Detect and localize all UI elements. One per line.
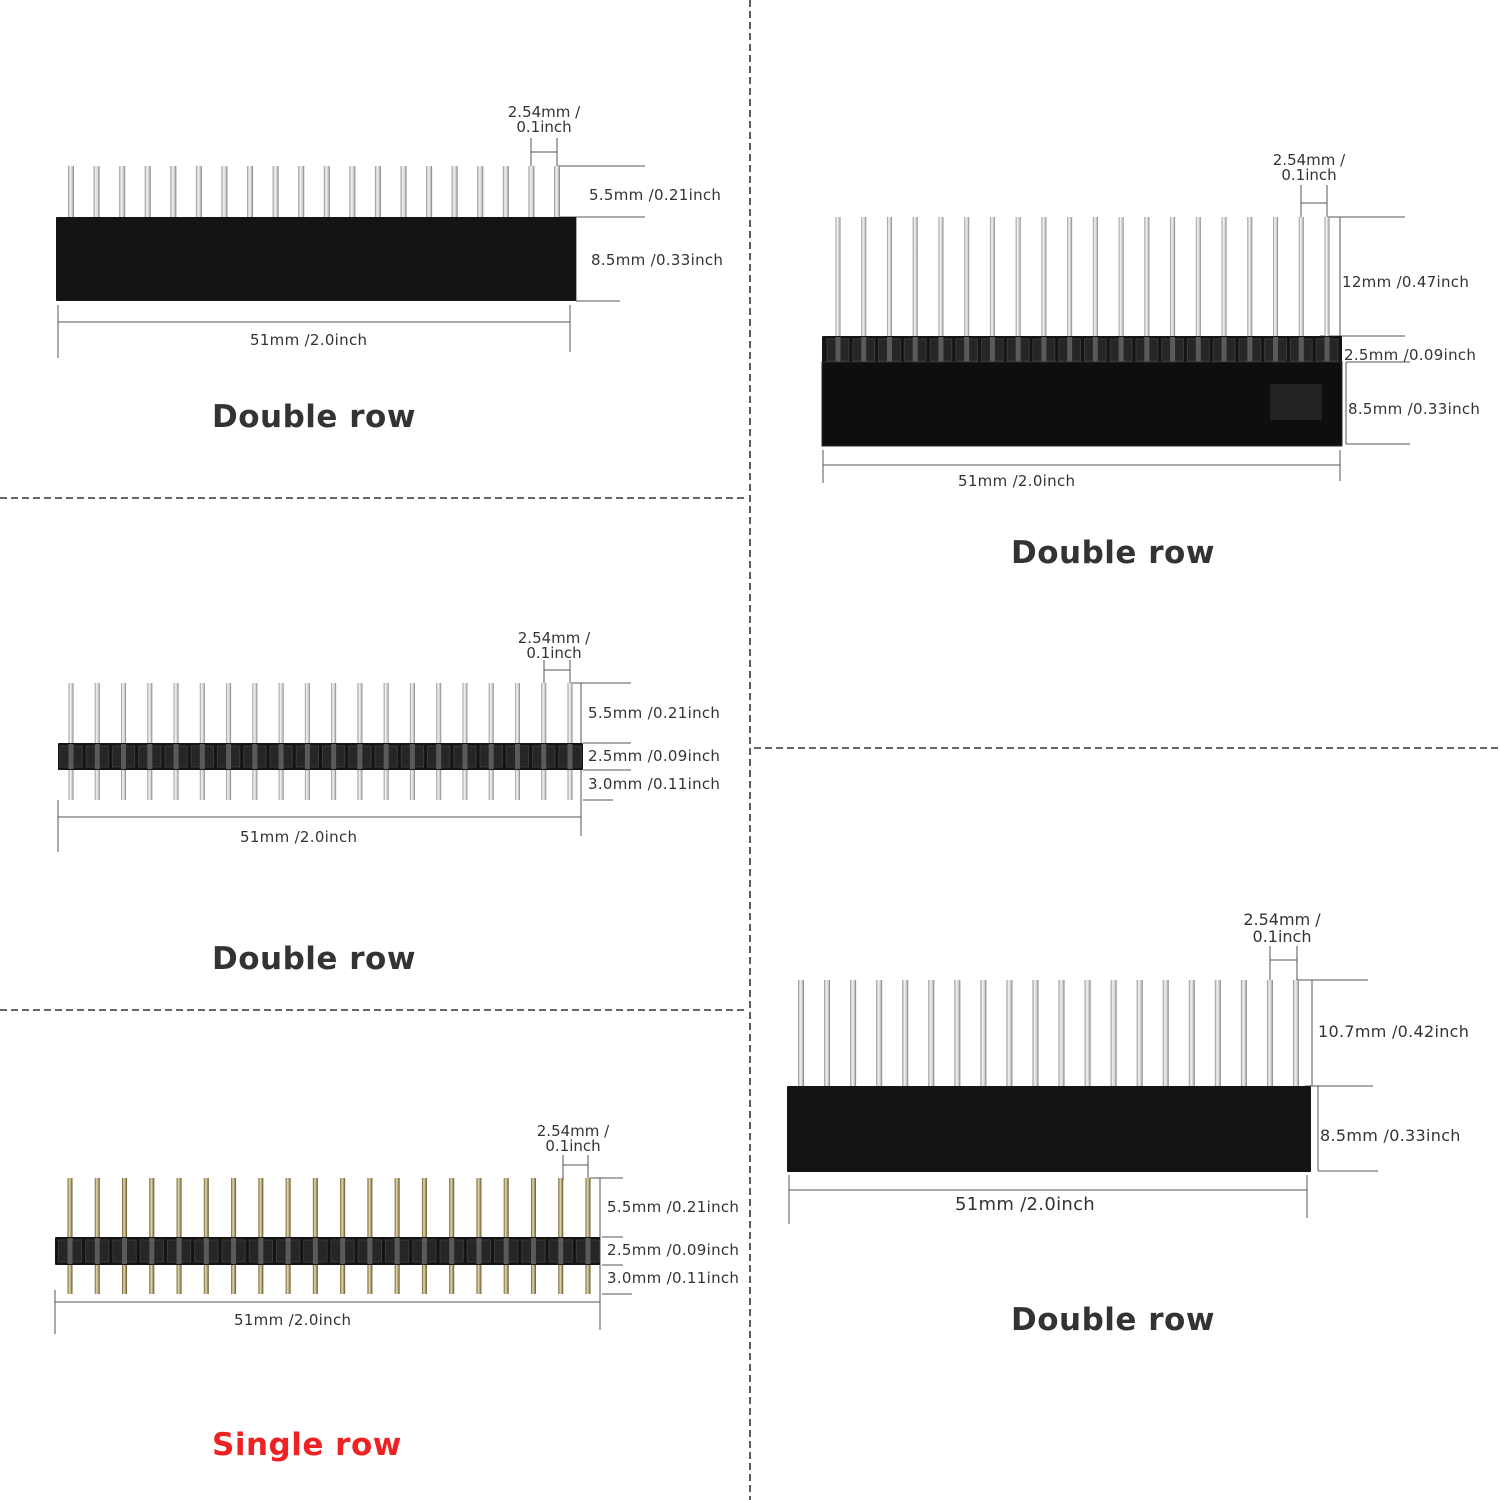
pin [305, 683, 310, 745]
pin [221, 166, 227, 219]
pin-through [1247, 337, 1252, 363]
pin [1016, 217, 1021, 338]
pin-bottom [476, 1263, 481, 1294]
bottom-pin-label: 3.0mm /0.11inch [607, 1269, 740, 1287]
pin [1273, 217, 1278, 338]
pin [554, 166, 560, 219]
pitch-label: 2.54mm / 0.1inch [1243, 910, 1321, 946]
header-body [58, 743, 583, 770]
pin-through [1196, 337, 1201, 363]
pin-through [395, 1238, 400, 1264]
pin [357, 683, 362, 745]
width-label: 51mm /2.0inch [958, 472, 1076, 490]
pin [331, 683, 336, 745]
pin-height-label: 5.5mm /0.21inch [588, 704, 721, 722]
pin [436, 683, 441, 745]
pin-bottom [422, 1263, 427, 1294]
pin [121, 683, 126, 745]
pin-through [122, 1238, 127, 1264]
width-label: 51mm /2.0inch [240, 828, 358, 846]
pin [204, 1178, 209, 1239]
body-height-label: 8.5mm /0.33inch [1348, 400, 1481, 418]
pin [531, 1178, 536, 1239]
pin [252, 683, 257, 745]
pin [1215, 980, 1221, 1088]
bottom-pin-label: 3.0mm /0.11inch [588, 775, 721, 793]
pin-through [913, 337, 918, 363]
pin [1163, 980, 1169, 1088]
pin-bottom [69, 768, 74, 800]
pin-through [861, 337, 866, 363]
pitch-label: 2.54mm / 0.1inch [536, 1122, 610, 1155]
pin-bottom [489, 768, 494, 800]
spacer-height-label: 2.5mm /0.09inch [1344, 346, 1477, 364]
pin-through [258, 1238, 263, 1264]
pin-through [990, 337, 995, 363]
pin-through [147, 744, 152, 769]
pin-through [286, 1238, 291, 1264]
panel-title: Double row [212, 941, 416, 977]
pin [1041, 217, 1046, 338]
pin-through [515, 744, 520, 769]
pin-bottom [586, 1263, 591, 1294]
pin [1093, 217, 1098, 338]
male-header-double-row [58, 683, 583, 800]
pin [964, 217, 969, 338]
header-body [56, 217, 576, 301]
female-header-long-pins [787, 980, 1311, 1172]
pin [1267, 980, 1273, 1088]
pin [273, 166, 279, 219]
pin-through [586, 1238, 591, 1264]
pin-bottom [252, 768, 257, 800]
female-header-short-pins [56, 166, 576, 301]
pin-bottom [313, 1263, 318, 1294]
pin-through [231, 1238, 236, 1264]
pin-through [504, 1238, 509, 1264]
pin-through [367, 1238, 372, 1264]
pin-bottom [531, 1263, 536, 1294]
pin [528, 166, 534, 219]
pin [298, 166, 304, 219]
pin [568, 683, 573, 745]
pin-through [68, 1238, 73, 1264]
pin-through [69, 744, 74, 769]
pin-through [204, 1238, 209, 1264]
pin-through [1299, 337, 1304, 363]
pin [196, 166, 202, 219]
pin-bottom [231, 1263, 236, 1294]
pin [541, 683, 546, 745]
pin-through [1144, 337, 1149, 363]
pitch-label: 2.54mm / 0.1inch [507, 103, 581, 136]
spacer-height-label: 2.5mm /0.09inch [607, 1241, 740, 1259]
width-label: 51mm /2.0inch [234, 1311, 352, 1329]
pin [954, 980, 960, 1088]
pin [231, 1178, 236, 1239]
pin [177, 1178, 182, 1239]
header-body [787, 1086, 1311, 1172]
pin-bottom [95, 768, 100, 800]
pin-through [558, 1238, 563, 1264]
body-height-label: 8.5mm /0.33inch [1320, 1126, 1461, 1145]
pin [887, 217, 892, 338]
pin-through [887, 337, 892, 363]
pin [489, 683, 494, 745]
pin-through [226, 744, 231, 769]
pin [279, 683, 284, 745]
pin [122, 1178, 127, 1239]
pin [1299, 217, 1304, 338]
pin [980, 980, 986, 1088]
pin [95, 683, 100, 745]
pin [1170, 217, 1175, 338]
pin [286, 1178, 291, 1239]
pin-bottom [279, 768, 284, 800]
pin [449, 1178, 454, 1239]
pin-through [252, 744, 257, 769]
pin-through [1170, 337, 1175, 363]
pin-bottom [568, 768, 573, 800]
width-label: 51mm /2.0inch [955, 1194, 1095, 1215]
pin [69, 683, 74, 745]
pin-through [279, 744, 284, 769]
pin [426, 166, 432, 219]
pin [95, 1178, 100, 1239]
pin [1325, 217, 1330, 338]
panel-title: Double row [212, 399, 416, 435]
pin-bottom [122, 1263, 127, 1294]
pin [515, 683, 520, 745]
pin-bottom [204, 1263, 209, 1294]
pin-bottom [200, 768, 205, 800]
pin [367, 1178, 372, 1239]
pin-through [313, 1238, 318, 1264]
panel-title: Double row [1011, 1302, 1215, 1338]
pin-through [384, 744, 389, 769]
male-header-single-row [55, 1178, 600, 1294]
pin-height-label: 10.7mm /0.42inch [1318, 1022, 1470, 1041]
pin-through [95, 1238, 100, 1264]
pin-bottom [177, 1263, 182, 1294]
pin-bottom [367, 1263, 372, 1294]
pin-bottom [384, 768, 389, 800]
pin [1144, 217, 1149, 338]
pin-through [476, 1238, 481, 1264]
pin [119, 166, 125, 219]
pin [504, 1178, 509, 1239]
pin-bottom [305, 768, 310, 800]
pin-through [410, 744, 415, 769]
pin-bottom [258, 1263, 263, 1294]
pin [477, 166, 483, 219]
pin-through [1325, 337, 1330, 363]
pin [876, 980, 882, 1088]
pin [503, 166, 509, 219]
pin [1189, 980, 1195, 1088]
pin [1067, 217, 1072, 338]
pin [401, 166, 407, 219]
pin-bottom [226, 768, 231, 800]
pin-bottom [331, 768, 336, 800]
spacer-height-label: 2.5mm /0.09inch [588, 747, 721, 765]
header-base [822, 362, 1342, 446]
pin-height-label: 12mm /0.47inch [1342, 273, 1470, 291]
pin [913, 217, 918, 338]
pin [902, 980, 908, 1088]
pin [226, 683, 231, 745]
pin-through [357, 744, 362, 769]
pin-through [436, 744, 441, 769]
pitch-label: 2.54mm / 0.1inch [1272, 151, 1346, 184]
pin [938, 217, 943, 338]
width-label: 51mm /2.0inch [250, 331, 368, 349]
pin [1293, 980, 1299, 1088]
pin [349, 166, 355, 219]
pin-bottom [558, 1263, 563, 1294]
pin-through [938, 337, 943, 363]
pin-through [531, 1238, 536, 1264]
pin-bottom [541, 768, 546, 800]
pin [149, 1178, 154, 1239]
pin-through [462, 744, 467, 769]
pin [422, 1178, 427, 1239]
pin-bottom [395, 1263, 400, 1294]
pin-through [200, 744, 205, 769]
pin [410, 683, 415, 745]
pin [586, 1178, 591, 1239]
panel-title: Single row [212, 1427, 402, 1463]
pin [324, 166, 330, 219]
pin [1247, 217, 1252, 338]
pin [476, 1178, 481, 1239]
pin-bottom [147, 768, 152, 800]
pin-bottom [449, 1263, 454, 1294]
pin-through [1119, 337, 1124, 363]
pin [170, 166, 176, 219]
pin-bottom [504, 1263, 509, 1294]
pin [1006, 980, 1012, 1088]
pin-bottom [174, 768, 179, 800]
pin [147, 683, 152, 745]
pin-bottom [436, 768, 441, 800]
pin-bottom [68, 1263, 73, 1294]
pin-bottom [121, 768, 126, 800]
pin-through [340, 1238, 345, 1264]
pin-through [964, 337, 969, 363]
pin [824, 980, 830, 1088]
pin [558, 1178, 563, 1239]
pin [850, 980, 856, 1088]
pin-through [541, 744, 546, 769]
pin-through [1093, 337, 1098, 363]
pin-through [331, 744, 336, 769]
pin [1137, 980, 1143, 1088]
pin-bottom [357, 768, 362, 800]
pin-height-label: 5.5mm /0.21inch [607, 1198, 740, 1216]
pin-bottom [462, 768, 467, 800]
pin-through [836, 337, 841, 363]
pin [836, 217, 841, 338]
pin-bottom [95, 1263, 100, 1294]
panel-title: Double row [1011, 535, 1215, 571]
pin [990, 217, 995, 338]
pin [1241, 980, 1247, 1088]
pin-through [1273, 337, 1278, 363]
pin [1059, 980, 1065, 1088]
pin-through [489, 744, 494, 769]
pin-through [121, 744, 126, 769]
pin-through [174, 744, 179, 769]
pitch-label: 2.54mm / 0.1inch [517, 629, 591, 662]
pin-through [422, 1238, 427, 1264]
pin-through [568, 744, 573, 769]
pin-bottom [149, 1263, 154, 1294]
pin-through [95, 744, 100, 769]
stacking-header-long-pins [822, 217, 1342, 446]
pin [462, 683, 467, 745]
pin-bottom [410, 768, 415, 800]
pin [247, 166, 253, 219]
base-marking [1270, 384, 1322, 420]
pin [1085, 980, 1091, 1088]
pin-bottom [340, 1263, 345, 1294]
pin [861, 217, 866, 338]
pin-through [1016, 337, 1021, 363]
pin [200, 683, 205, 745]
pin [384, 683, 389, 745]
pin [452, 166, 458, 219]
pin [375, 166, 381, 219]
pin-through [1222, 337, 1227, 363]
pin-through [1041, 337, 1046, 363]
pin [174, 683, 179, 745]
body-height-label: 8.5mm /0.33inch [591, 251, 724, 269]
pin [145, 166, 151, 219]
pin-through [177, 1238, 182, 1264]
pin [1111, 980, 1117, 1088]
pin [313, 1178, 318, 1239]
pin-height-label: 5.5mm /0.21inch [589, 186, 722, 204]
pin [68, 166, 74, 219]
pin [94, 166, 100, 219]
pin [340, 1178, 345, 1239]
pin-through [1067, 337, 1072, 363]
pin-through [449, 1238, 454, 1264]
pin-through [149, 1238, 154, 1264]
pin [928, 980, 934, 1088]
pin [1032, 980, 1038, 1088]
pin-through [305, 744, 310, 769]
pin [1222, 217, 1227, 338]
pin [798, 980, 804, 1088]
pin [258, 1178, 263, 1239]
pin [1119, 217, 1124, 338]
pin [68, 1178, 73, 1239]
pin-bottom [286, 1263, 291, 1294]
pin [395, 1178, 400, 1239]
pin [1196, 217, 1201, 338]
pin-bottom [515, 768, 520, 800]
